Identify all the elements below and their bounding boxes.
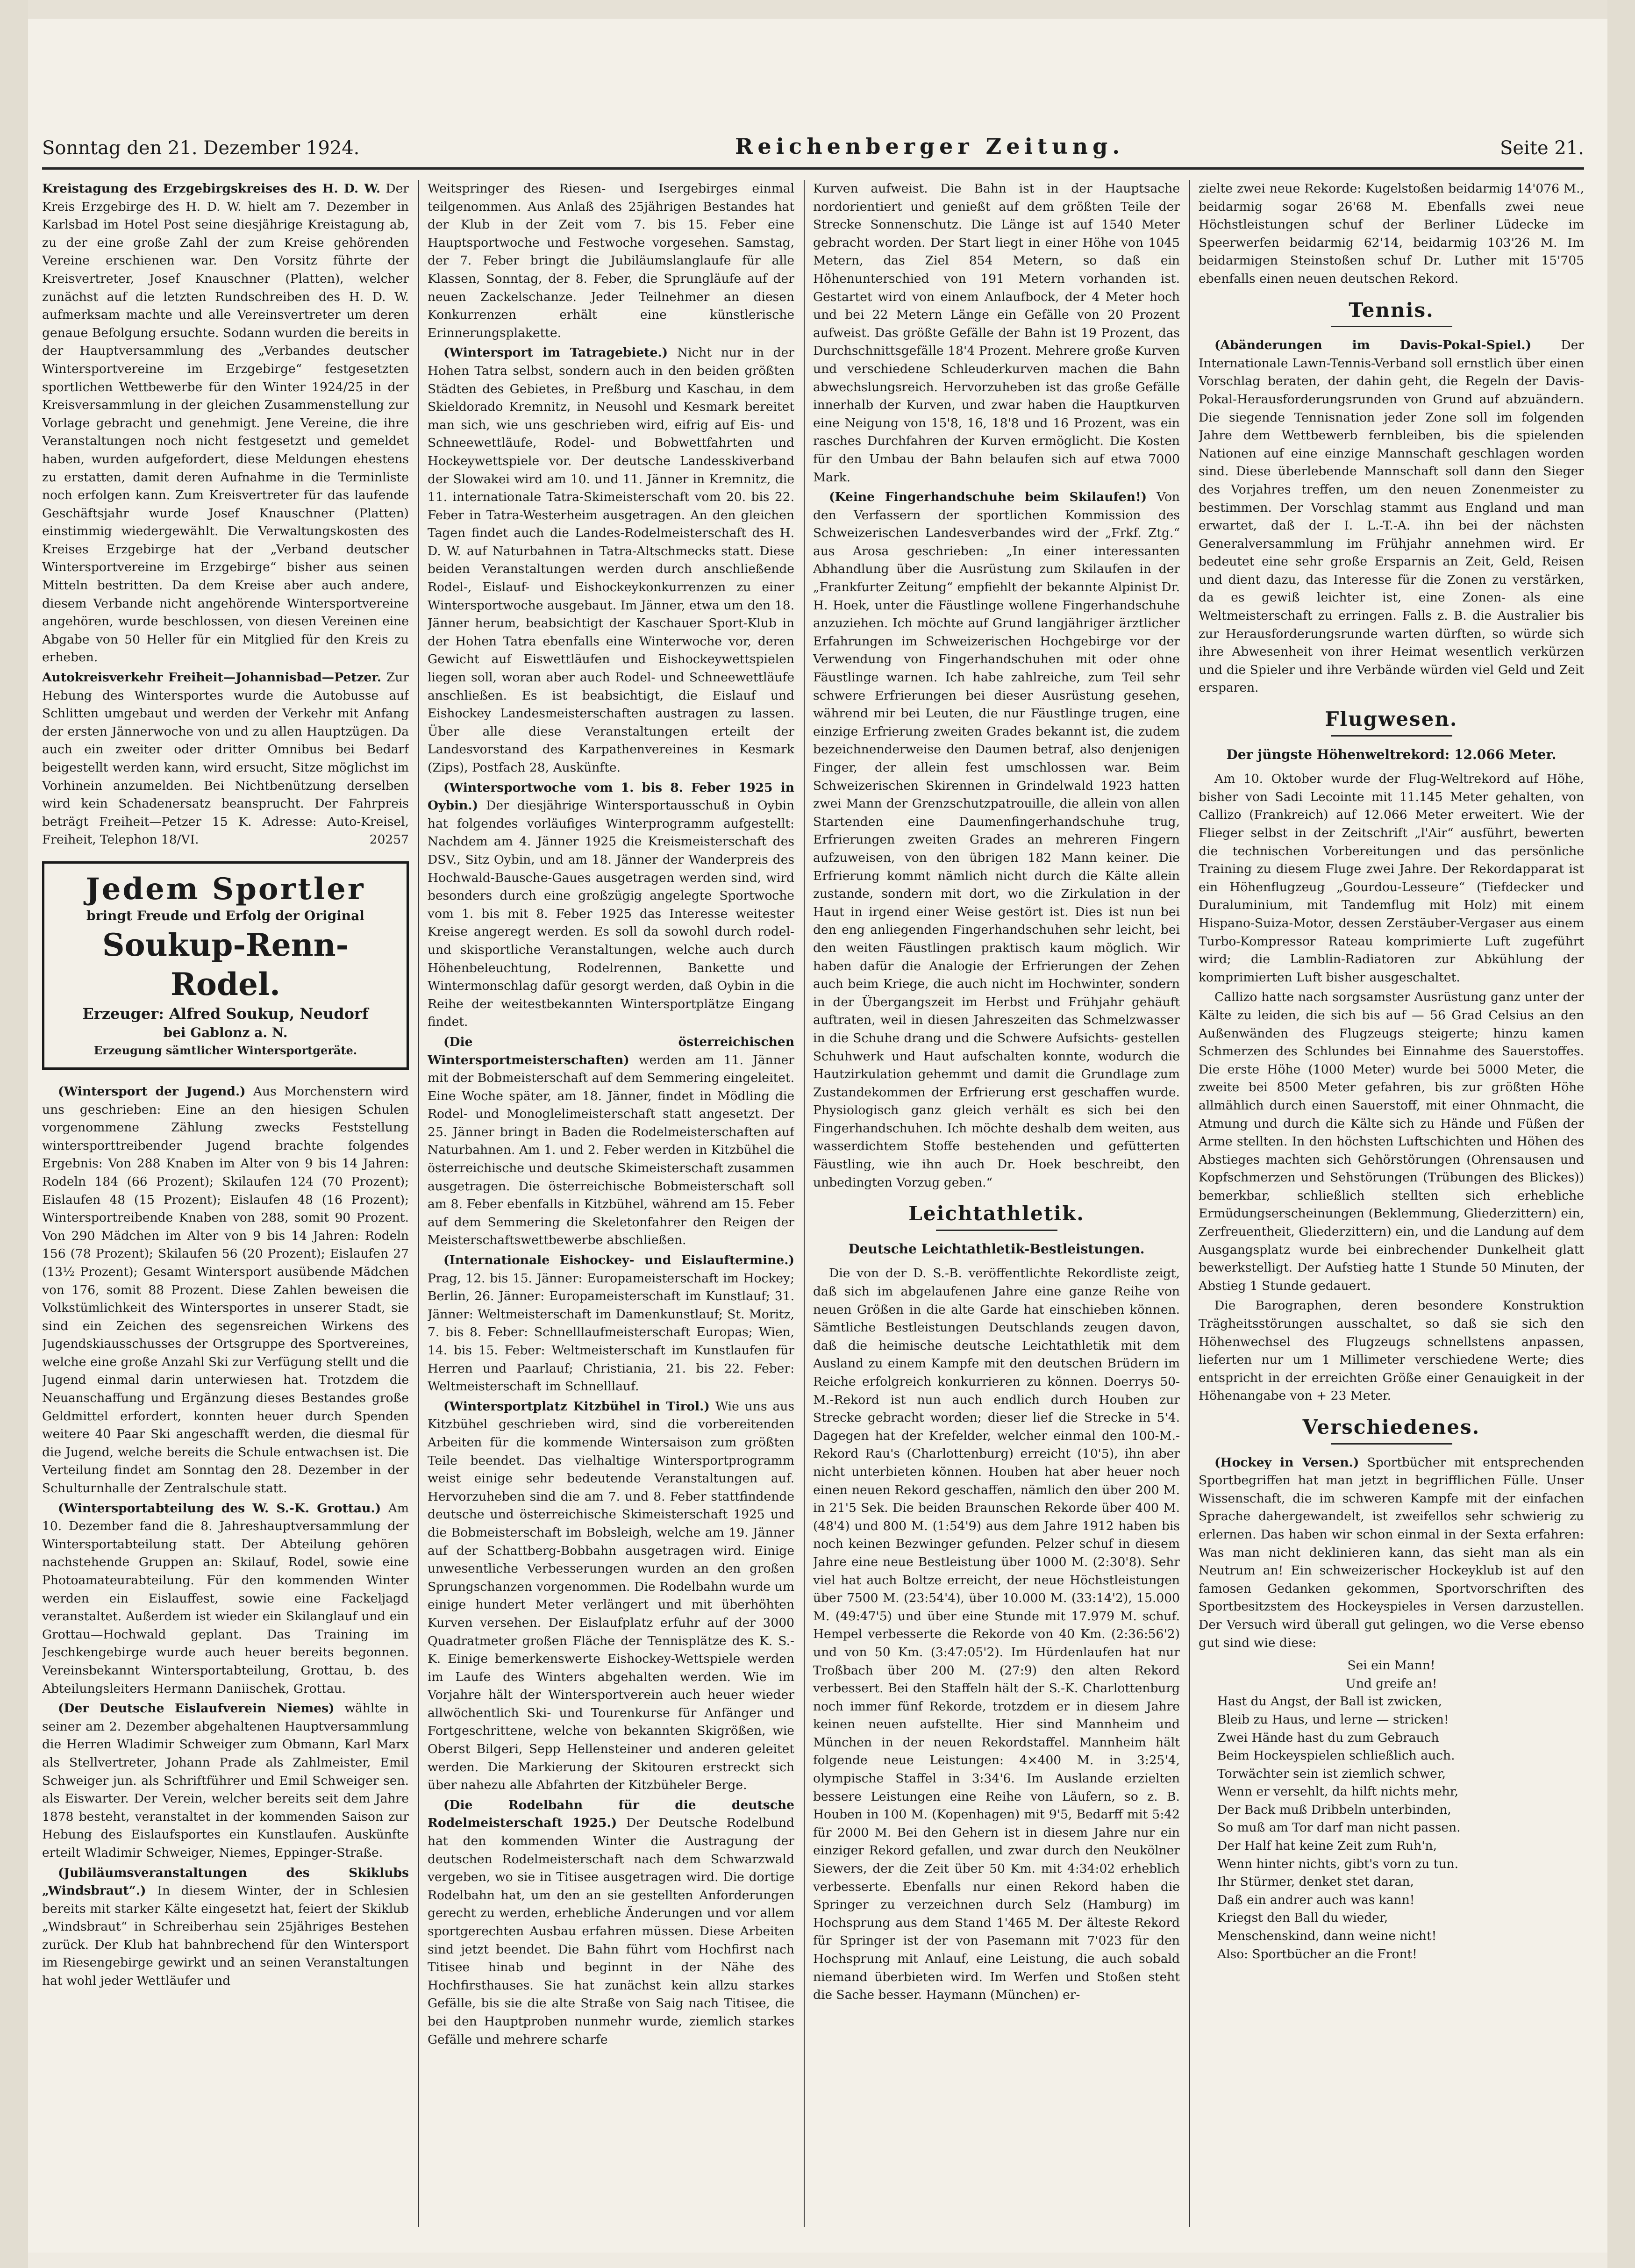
- article: [428, 1033, 794, 1250]
- article-body: Callizo hatte nach sorgsamster Ausrüstung ganz unter der Kälte zu leiden, die sich bis auf — 56 Grad Celsius an den Außenwänden des Flugzeugs steigerte; hinzu kamen Schmerzen des Schlundes bei Einnahme des Sauerstoffes. Die erste Höhe (1000 Meter) wurde bei 5000 Meter, die zweite bei 8500 Meter gefahren, bis zur größten Höhe allmählich durch einen Sauerstoff, mit einer Ohnmacht, die Atmung und durch die Kälte sich zu Hände und Füßen der Arme stellten. In den höchsten Luftschichten und Höhen des Abstieges machten sich Gehörstörungen (Ohrensausen und Kopfschmerzen und Sehstörungen (Trübungen des Blickes)) bemerkbar, schließlich stellten sich erhebliche Ermüdungserscheinungen (Beklemmung, Gliederzittern) ein, Zerfreuentheit, Gliederzittern) ein, und die Landung auf dem Ausgangsplatz wurde bei einbrechender Dunkelheit glatt bewerkstelligt. Der Aufstieg hatte 1 Stunde 50 Minuten, der Abstieg 1 Stunde gedauert.: [1199, 990, 1584, 1293]
- article: [1199, 1454, 1584, 1653]
- poem-line: Ihr Stürmer, denket stet daran,: [1217, 1874, 1414, 1889]
- article: [42, 1500, 409, 1698]
- poem-line: Hast du Angst, der Ball ist zwicken,: [1217, 1694, 1442, 1709]
- article: [1199, 336, 1584, 697]
- article-lead: (Jubiläumsveranstaltungen des Skiklubs „Windsbraut“.): [42, 1865, 409, 1898]
- article-lead: (Wintersport der Jugend.): [58, 1084, 246, 1099]
- article-body: Der diesjährige Wintersportausschuß in Oybin hat folgendes vorläufiges Winterprogramm aufgestellt: Nachdem am 4. Jänner 1925 die Kreismeisterschaft des DSV., Sitz Oybin, und am 18. Jänner der Wanderpreis des Hochwald-Bausche-Gaues ausgetragen werden sind, wird besonders durch eine großzügig angelegte Sportwoche vom 1. bis mit 8. Feber 1925 das Interesse weitester Kreise angeregt werden. Es soll da sowohl durch rodel- und skisportliche Veranstaltungen, welche auch durch Höhenbeleuchtung, Rodelrennen, Bankette und Wintermonschlag dafür gesorgt werden, daß Oybin in die Reihe der weitestbekannten Wintersportplätze Eingang findet.: [428, 798, 794, 1030]
- poem-line: Daß ein andrer auch was kann!: [1217, 1892, 1415, 1907]
- article-lead: (Wintersportabteilung des W. S.-K. Grottau.): [58, 1501, 381, 1516]
- page-header: [42, 126, 1584, 159]
- article-body: In diesem Winter, der in Schlesien bereits mit starker Kälte eingesetzt hat, feiert der Skiklub „Windsbraut“ in Schreiberhau sein 25jähriges Bestehen zurück. Der Klub hat bahnbrechend für den Wintersport im Riesengebirge gewirkt und an seinen Veranstaltungen hat wohl jeder Wettläufer und: [42, 1883, 409, 1989]
- subheading: Deutsche Leichtathletik-Bestleistungen.: [848, 1241, 1145, 1257]
- article-body: wählte in seiner am 2. Dezember abgehaltenen Hauptversammlung die Herren Wladimir Schweiger zum Obmann, Karl Marx als Stellvertreter, Johann Prade als Zahlmeister, Emil Schweiger jun. als Schriftführer und Emil Schweiger sen. als Eiswarter. Der Verein, welcher bereits seit dem Jahre 1878 besteht, veranstaltet in der kommenden Saison zur Hebung des Eislaufsportes ein Kunstlaufen. Auskünfte erteilt Wladimir Schweiger, Niemes, Eppinger-Straße.: [42, 1701, 409, 1860]
- ad-brand: Soukup-Renn-Rodel.: [102, 926, 349, 1002]
- article-lead: (Wintersportplatz Kitzbühel in Tirol.): [443, 1399, 710, 1414]
- header-date: Sonntag den 21. Dezember 1924.: [42, 137, 360, 159]
- article-body: zielte zwei neue Rekorde: Kugelstoßen beidarmig 14'076 M., beidarmig sogar 26'68 M. Ebenfalls zwei neue Höchstleistungen schuf der Berliner Lüdecke im Speerwerfen beidarmig 62'14, beidarmig 103'26 M. Im beidarmigen Steinstoßen schuf Dr. Luther mit 15'705 ebenfalls einen neuen deutschen Rekord.: [1199, 181, 1584, 286]
- ad-place: bei Gablonz a. N.: [163, 1024, 288, 1040]
- article-lead: Autokreisverkehr Freiheit—Johannisbad—Petzer.: [42, 670, 382, 685]
- poem-line: Der Back muß Dribbeln unterbinden,: [1217, 1802, 1451, 1817]
- article-body: Sportbücher mit entsprechenden Sportbegriffen hat man jetzt in begrifflichen Fülle. Unser Wissenschaft, die im schweren Kampfe mit der einfachen Sprache dahergewandelt, ist zweifellos sehr schwierig zu erlernen. Das haben wir schon einmal in der Sexta erfahren: Was man nicht deklinieren kann, das sieht man als ein Neutrum an! Ein schweizerischer Hockeyklub ist auf den famosen Gedanken gekommen, Sportvorschriften des Sportbesitzstem des Hockeyspieles in Versen darzustellen. Der Versuch wird überall gut gelingen, wo die Verse ebenso gut sind wie diese:: [1199, 1455, 1584, 1650]
- article-lead: (Die Rodelbahn für die deutsche Rodelmeisterschaft 1925.): [428, 1797, 794, 1831]
- article-body: Weitspringer des Riesen- und Isergebirges einmal teilgenommen. Aus Anlaß des 25jährigen Bestandes hat der Klub in der Zeit vom 7. bis 15. Feber eine Hauptsportwoche und Festwoche vorgesehen. Samstag, der 7. Feber bringt die Jubiläumslanglaufe für alle Klassen, Sonntag, der 8. Feber, die Sprungläufe auf der neuen Zackelschanze. Jeder Teilnehmer an diesen Konkurrenzen erhält eine künstlerische Erinnerungsplakette.: [428, 181, 794, 340]
- poem-line: So muß am Tor darf man nicht passen.: [1217, 1820, 1461, 1835]
- article-body: Die Barographen, deren besondere Konstruktion Trägheitsstörungen ausschaltet, so daß sie sich den Höhenwechsel des Flugzeugs schnellstens anpassen, lieferten nur um 1 Millimeter verschiedene Werte; dies entspricht in der erreichten Größe einer Genauigkeit in der Höhenangabe von + 23 Meter.: [1199, 1298, 1584, 1403]
- advertisement-soukup: [42, 861, 409, 1070]
- column-4: [1199, 180, 1584, 2227]
- column-rule: [1189, 180, 1190, 2227]
- poem-line: Also: Sportbücher an die Front!: [1217, 1946, 1417, 1961]
- section-heading-flugwesen: Flugwesen.: [1325, 708, 1458, 731]
- article-lead: (Internationale Eishockey- und Eislauftermine.): [443, 1253, 794, 1268]
- article-lead: (Keine Fingerhandschuhe beim Skilaufen!): [829, 490, 1147, 505]
- article: [428, 779, 794, 1031]
- article-lead: (Die österreichischen Wintersportmeisterschaften): [428, 1034, 794, 1067]
- scan-edge-right: [1607, 0, 1635, 2268]
- article-lead: (Der Deutsche Eislaufverein Niemes): [58, 1701, 335, 1716]
- article-body: Die von der D. S.-B. veröffentlichte Rekordliste zeigt, daß sich im abgelaufenen Jahre eine ganze Reihe von neuen Größen in die alte Garde hat einschieben können. Sämtliche Bestleistungen Deutschlands zeugen davon, daß die heimische deutsche Leichtathletik mit dem Ausland zu einem Kampfe mit den deutschen Brüdern im Reiche erfolgreich konkurrieren zu können. Doerrys 50-M.-Rekord ist nun auch endlich durch Houben zur Strecke gebracht worden; dieser lief die Strecke in 5'4. Dagegen hat der Krefelder, welcher einmal den 100-M.-Rekord Rau's (Charlottenburg) erreicht (10'5), ihn aber nicht unterbieten können. Houben hat aber heuer noch einen neuen Rekord geschaffen, nämlich den über 200 M. in 21'5 Sek. Die beiden Braunschen Rekorde über 400 M. (48'4) und 800 M. (1:54'9) aus dem Jahre 1912 haben bis noch keinen Bezwinger gefunden. Pelzer schuf in diesem Jahre eine neue Bestleistung über 1000 M. (2:30'8). Sehr viel hat auch Boltze erreicht, der neue Höchstleistungen über 7500 M. (23:54'4), über 10.000 M. (33:14'2), 15.000 M. (49:47'5) und über eine Stunde mit 17.979 M. schuf. Hempel verbesserte die Rekorde von 40 Km. (2:36:56'2) und von 50 Km. (3:47:05'2). Im Hürdenlaufen hat nur Troßbach über 200 M. (27:9) den alten Rekord verbessert. Bei den Staffeln hält der S.-K. Charlottenburg noch immer fünf Rekorde, trotzdem er in diesem Jahre keinen neuen aufstellte. Hier sind Mannheim und München in der neuen Rekordstaffel. Mannheim hält folgende neue Leistungen: 4×400 M. in 3:25'4, olympische Staffel in 3:34'6. Im Auslande erzielten bessere Leistungen eine Reihe von Läufern, so z. B. Houben in 100 M. (Kopenhagen) mit 9'5, Bedarff mit 5:42 für 2000 M. Bei den Gehern ist in diesem Jahre nur ein einziger Rekord gefallen, und zwar durch den Neukölner Siewers, der die Zeit über 50 Km. mit 4:34:02 erheblich verbesserte. Ebenfalls nur einen Rekord haben die Springer zu verzeichnen durch Selz (Hamburg) im Hochsprung aus dem Stand 1'465 M. Der älteste Rekord für Springer ist der von Pasemann mit 7'023 für den Hochsprung mit Anlauf, eine Leistung, die auch sobald niemand überbieten wird. Im Werfen und Stoßen steht die Sache besser. Haymann (München) er-: [813, 1266, 1180, 2003]
- article-body: werden am 11. Jänner mit der Bobmeisterschaft auf dem Semmering eingeleitet. Eine Woche später, am 18. Jänner, findet in Mödling die Rodel- und Monoglelimeisterschaft statt angesetzt. Der 25. Jänner bringt in Baden die Rodelmeisterschaften auf Naturbahnen. Am 1. und 2. Feber werden in Kitzbühel die österreichische und deutsche Skimeisterschaft zusammen ausgetragen. Die österreichische Bobmeisterschaft soll am 8. Feber ebenfalls in Kitzbühel, während am 15. Feber auf dem Semmering die Skeletonfahrer den Reigen der Meisterschaftswettbewerbe abschließen.: [428, 1052, 794, 1248]
- article-body: Am 10. Oktober wurde der Flug-Weltrekord auf Höhe, bisher von Sadi Lecointe mit 11.145 Meter gehalten, von Callizo (Frankreich) auf 12.066 Meter erweitert. Wie der Flieger selbst in der Zeitschrift „l'Air“ ausführt, bewerten die technischen Vorbereitungen und das persönliche Training zu diesem Fluge zwei Jahre. Der Rekordapparat ist ein Höhenflugzeug „Gourdou-Lesseure“ (Tiefdecker und Duraluminium, mit Tandemflug mit Holz) mit einem Hispano-Suiza-Motor, dessen Zerstäuber-Vergaser aus einem Turbo-Kompressor Rateau komprimierte Luft zugeführt wird; die Lamblin-Radiatoren zur Abkühlung der komprimierten Luft bisher ausgeschaltet.: [1199, 772, 1584, 985]
- poem-line: Menschenskind, dann weine nicht!: [1217, 1929, 1437, 1944]
- article-body: Aus Morchenstern wird uns geschrieben: Eine an den hiesigen Schulen vorgenommene Zählung zwecks Feststellung wintersporttreibender Jugend brachte folgendes Ergebnis: Von 288 Knaben im Alter von 9 bis 14 Jahren: Rodeln 184 (66 Prozent); Skilaufen 124 (70 Prozent); Eislaufen 48 (15 Prozent); Eislaufen 48 (16 Prozent); Wintersportreibende Knaben von 288, somit 90 Prozent. Von 290 Mädchen im Alter von 9 bis 14 Jahren: Rodeln 156 (78 Prozent); Skilaufen 56 (20 Prozent); Eislaufen 27 (13½ Prozent); Gesamt Wintersport ausübende Mädchen von 176, somit 88 Prozent. Diese Zahlen beweisen die Volkstümlichkeit des Wintersportes in unserer Stadt, sie sind ein Zeichen des segensreichen Wirkens des Jugendskiausschusses der Ortsgruppe des Sportvereines, welche eine große Anzahl Ski zur Verfügung stellt und die Jugend einmal darin unterwiesen hat. Trotzdem die Neuanschaffung und Ergänzung dieses Bestandes große Geldmittel erfordert, konnten heuer durch Spenden weitere 40 Paar Ski angeschafft werden, die diesmal für die Jugend, welche bereits die Schule entwachsen ist. Die Verteilung findet am Sonntag den 28. Dezember in der Schulturnhalle der Zentralschule statt.: [42, 1084, 409, 1496]
- article-lead: Kreistagung des Erzgebirgskreises des H. D. W.: [42, 181, 381, 196]
- poem-line: Beim Hockeyspielen schließlich auch.: [1217, 1748, 1455, 1763]
- masthead: Reichenberger Zeitung.: [735, 134, 1125, 159]
- poem-line: Der Half hat keine Zeit zum Ruh'n,: [1217, 1839, 1437, 1853]
- article-lead: (Wintersport im Tatragebiete.): [443, 345, 668, 360]
- article: [42, 1700, 409, 1862]
- poem-line: Kriegst den Ball du wieder,: [1217, 1910, 1388, 1925]
- column-rule: [804, 180, 805, 2227]
- article-body: Der Kreis Erzgebirge des H. D. W. hielt am 7. Dezember in Karlsbad im Hotel Post seine diesjährige Kreistagung ab, zu der eine große Zahl der zum Kreise gehörenden Vereine erschienen war. Den Vorsitz führte der Kreisvertreter, Josef Knauschner (Platten), welcher zunächst auf die letzten Rundschreiben des H. D. W. aufmerksam machte und alle Vereinsvertreter um deren genaue Befolgung ersuchte. Sodann wurden die bereits in der Hauptversammlung des „Verbandes deutscher Wintersportvereine im Erzgebirge“ festgesetzten sportlichen Wettbewerbe für den Winter 1924/25 in der Kreisversammlung in der gleichen Zusammenstellung zur Vorlage gebracht und genehmigt. Jene Vereine, die ihre Veranstaltungen noch nicht festgesetzt und gemeldet haben, wurden aufgefordert, diese Meldungen ehestens zu erstatten, damit deren Aufnahme in die Terminliste noch erfolgen kann. Zum Kreisvertreter für das laufende Geschäftsjahr wurde Josef Knauschner (Platten) einstimmig wiedergewählt. Die Verwaltungskosten des Kreises Erzgebirge hat der „Verband deutscher Wintersportvereine im Erzgebirge“ bisher aus seinen Mitteln bestritten. Da dem Kreise aber auch andere, diesem Verbande nicht angehörende Wintersportvereine angehören, wurde beschlossen, von diesen Vereinen eine Abgabe von 50 Heller für ein Mitglied für den Kreis zu erheben.: [42, 181, 409, 665]
- article-lead: (Hockey in Versen.): [1214, 1455, 1359, 1470]
- ad-small: Erzeugung sämtlicher Wintersportgeräte.: [93, 1043, 357, 1057]
- scan-edge-left: [0, 0, 28, 2268]
- ad-maker: Erzeuger: Alfred Soukup, Neudorf: [82, 1004, 369, 1023]
- article-body: Der Internationale Lawn-Tennis-Verband soll ernstlich über einen Vorschlag beraten, der dahin geht, die Regeln der Davis-Pokal-Herausforderungsrunden von Grund auf abzuändern. Die siegende Tennisnation jeder Zone soll im folgenden Jahre dem Wettbewerb fernbleiben, bis die spielenden Nationen auf eine einzige Mannschaft geschlagen worden sind. Diese überlebende Mannschaft soll dann den Sieger des Vorjahres treffen, um den neuen Zonenmeister zu bestimmen. Der Vorschlag stammt aus England und man erwartet, daß der I. L.-T.-A. ihn bei der nächsten Generalversammlung im Frühjahr annehmen wird. Er bedeutet eine sehr große Ersparnis an Zeit, Geld, Reisen und dient dazu, das Interesse für die Zonen zu verstärken, da es gewiß leichter ist, eine Zonen- als eine Weltmeisterschaft zu erringen. Falls z. B. die Australier bis zur Herausforderungsrunde warten dürften, so würde sich ihre Abwesenheit von ihrer Heimat wesentlich verkürzen und die Spieler und ihre Verbände würden viel Geld und Zeit ersparen.: [1199, 338, 1584, 695]
- article-body: Kurven aufweist. Die Bahn ist in der Hauptsache nordorientiert und genießt auf dem größten Teile der Strecke Sonnenschutz. Die Länge ist auf 1540 Meter gebracht worden. Der Start liegt in einer Höhe von 1045 Metern, das Ziel 854 Metern, so daß ein Höhenunterschied von 191 Metern vorhanden ist. Gestartet wird von einem Anlaufbock, der 4 Meter hoch und bei 22 Metern Länge ein Gefälle von 20 Prozent aufweist. Das größte Gefälle der Bahn ist 19 Prozent, das Durchschnittsgefälle 18'4 Prozent. Mehrere große Kurven und verschiedene Schleuderkurven machen die Bahn abwechslungsreich. Hervorzuheben ist das große Gefälle innerhalb der Kurven, und zwar haben die Hauptkurven eine Neigung von 15'8, 16, 18'8 und 16 Prozent, was ein rasches Durchfahren der Kurven ermöglicht. Die Kosten für den Umbau der Bahn belaufen sich auf etwa 7000 Mark.: [813, 181, 1180, 485]
- section-heading-verschiedenes: Verschiedenes.: [1302, 1416, 1480, 1438]
- header-rule: [42, 167, 1584, 170]
- section-rule: [1331, 735, 1452, 737]
- article-lead: (Wintersportwoche vom 1. bis 8. Feber 1925 in Oybin.): [428, 780, 794, 813]
- article: [428, 1796, 794, 2049]
- article: [813, 488, 1180, 1192]
- ad-code: 20257: [369, 832, 409, 847]
- poem-line: Torwächter sein ist ziemlich schwer,: [1217, 1766, 1446, 1781]
- article-body: Wie uns aus Kitzbühel geschrieben wird, sind die vorbereitenden Arbeiten für die kommende Wintersaison zum größten Teile beendet. Das vielhaltige Wintersportprogramm weist einige sehr bedeutende Veranstaltungen auf. Hervorzuheben sind die am 7. und 8. Feber stattfindende deutsche und österreichische Skimeisterschaft 1925 und die Bobmeisterschaft im Bobsleigh, welche am 19. Jänner auf der Schattberg-Bobbahn ausgetragen wird. Einige unwesentliche Verbesserungen wurden an den großen Sprungschanzen vorgenommen. Die Rodelbahn wurde um einige hundert Meter verlängert und mit überhöhten Kurven versehen. Der Eislaufplatz erfuhr auf der 3000 Quadratmeter großen Fläche der Tennisplätze des K. S.-K. Einige bemerkenswerte Eishockey-Wettspiele werden im Laufe des Winters abgehalten werden. Wie im Vorjahre hält der Wintersportverein auch heuer wieder allwöchentlich Ski- und Tourenkurse für Anfänger und Fortgeschrittene, welche von bekannten Skigrößen, wie Oberst Bilgeri, Sepp Hellensteiner und anderen geleitet werden. Die Markierung der Skitouren erstreckt sich über nahezu alle Abfahrten der Kitzbüheler Berge.: [428, 1399, 794, 1793]
- column-3: [813, 180, 1180, 2227]
- article: [42, 1864, 409, 1990]
- page-number: Seite 21.: [1500, 137, 1584, 159]
- poem-line: Sei ein Mann!: [1347, 1658, 1435, 1673]
- article: [42, 1083, 409, 1498]
- column-2: [428, 180, 794, 2227]
- article: [42, 180, 409, 667]
- article: [428, 1252, 794, 1396]
- subheading: Der jüngste Höhenweltrekord: 12.066 Meter.: [1226, 746, 1556, 762]
- article-body: Nicht nur in der Hohen Tatra selbst, sondern auch in den beiden größten Städten des Gebietes, in Preßburg und Kaschau, in dem Skieldorado Kremnitz, in Neusohl und Kesmark bereitet man sich, wie uns geschrieben wird, eifrig auf Eis- und Schneewettläufe, Rodel- und Bobwettfahrten und Hockeywettspiele vor. Der deutsche Landesskiverband der Slowakei wird am 10. und 11. Jänner in Kremnitz, die 11. internationale Tatra-Skimeisterschaft vom 20. bis 22. Feber in Tatra-Westerheim ausgetragen. An den gleichen Tagen findet auch die Landes-Rodelmeisterschaft des H. D. W. auf Naturbahnen in Tatra-Altschmecks statt. Diese beiden Veranstaltungen werden durch anschließende Rodel-, Eislauf- und Eishockeykonkurrenzen zu einer Wintersportwoche ausgebaut. Im Jänner, etwa um den 18. Jänner herum, beabsichtigt der Kaschauer Sport-Klub in der Hohen Tatra ebenfalls eine Winterwoche vor, deren Gewicht auf Eiswettläufen und Eishockeywettspielen liegen soll, woran aber auch Rodel- und Schneewettläufe anschließen. Es ist beabsichtigt, die Eislauf und Eishockey Landesmeisterschaften austragen zu lassen. Über alle diese Veranstaltungen erteilt der Landesvorstand des Karpathenvereines in Kesmark (Zips), Postfach 28, Auskünfte.: [428, 345, 794, 775]
- poem-line: Zwei Hände hast du zum Gebrauch: [1217, 1730, 1439, 1745]
- article-body: Am 10. Dezember fand die 8. Jahreshauptversammlung der Wintersportabteilung statt. Der Abteilung gehören nachstehende Gruppen an: Skilauf, Rodel, sowie eine Photoamateurabteilung. Für den kommenden Winter werden ein Eislauffest, sowie eine Fackeljagd veranstaltet. Außerdem ist wieder ein Skilanglauf und ein Grottau—Hochwald geplant. Das Training im Jeschkengebirge wurde auch heuer bereits begonnen. Vereinsbekannt Wintersportabteilung, Grottau, b. des Abteilungsleiters Hermann Daniischek, Grottau.: [42, 1501, 409, 1696]
- scan-edge-top: [0, 0, 1635, 19]
- section-rule: [1331, 326, 1452, 327]
- article-lead: (Abänderungen im Davis-Pokal-Spiel.): [1214, 338, 1532, 353]
- article-body: Prag, 12. bis 15. Jänner: Europameisterschaft im Hockey; Berlin, 26. Jänner: Europameisterschaft im Kunstlauf; 31. Jänner: Weltmeisterschaft im Damenkunstlauf; St. Moritz, 7. bis 8. Feber: Schnelllaufmeisterschaft Europas; Wien, 14. bis 15. Feber: Weltmeisterschaft im Kunstlaufen für Herren und Paarlauf; Christiania, 21. bis 22. Feber: Weltmeisterschaft im Schnelllauf.: [428, 1271, 794, 1394]
- section-rule: [936, 1230, 1057, 1231]
- section-heading-tennis: Tennis.: [1349, 298, 1434, 322]
- newspaper-page: [28, 19, 1607, 2253]
- ad-title: Jedem Sportler: [86, 871, 365, 907]
- poem: [1217, 1657, 1584, 1963]
- poem-line: Und greife an!: [1345, 1676, 1437, 1691]
- article-body: Von den Verfassern der sportlichen Kommission des Schweizerischen Landesverbandes wird der „Frkf. Ztg.“ aus Arosa geschrieben: „In einer interessanten Abhandlung über die Ausrüstung zum Skilaufen in der „Frankfurter Zeitung“ empfiehlt der bekannte Alpinist Dr. H. Hoek, unter die Fäustlinge wollene Fingerhandschuhe anzuziehen. Ich möchte auf Grund langjähriger ärztlicher Erfahrungen im Schweizerischen Hochgebirge vor der Verwendung von Fingerhandschuhen mit oder ohne Fäustlinge warnen. Ich habe zahlreiche, zum Teil sehr schwere Erfrierungen bei dieser Ausrüstung gesehen, während mir bei Leuten, die nur Fäustlinge trugen, eine einzige Erfrierung zweiten Grades bekannt ist, die zudem bezeichnenderweise den Daumen betraf, also denjenigen Finger, der allein fest umschlossen war. Beim Schweizerischen Skirennen in Grindelwald 1923 hatten zwei Mann der Grenzschutzpatrouille, die allein von allen Startenden eine Daumenfingerhandschuhe trug, Erfrierungen zweiten Grades an mehreren Fingern aufzuweisen, von den übrigen 182 Mann keiner. Die Erfrierung kommt nämlich nicht durch die Kälte allein zustande, sondern mit dort, wo die Zirkulation in der Haut in irgend einer Weise gestört ist. Dies ist nun bei den eng anliegenden Fingerhandschuhen sehr leicht, bei den weiten Fäustlingen praktisch kaum möglich. Wir haben dafür die Analogie der Erfrierungen der Zehen auch beim Kriege, die auch nicht im Hochwinter, sondern in der Übergangszeit im Herbst und Frühjahr gehäuft auftraten, weil in diesen Jahreszeiten das Schmelzwasser in die Schuhe drang und die Schwere Aufsichts- gestellen Schuhwerk und Haut aufschalten konnte, wodurch die Hautzirkulation gehemmt und damit die Grundlage zum Zustandekommen der Erfrierung erst geschaffen wurde. Physiologisch ganz gleich verhält es sich bei den Fingerhandschuhen. Ich möchte deshalb dem weiten, aus wasserdichtem Stoffe bestehenden und gefütterten Fäustling, wie ihn auch Dr. Hoek beschreibt, den unbedingten Vorzug geben.“: [813, 490, 1180, 1190]
- article: [428, 1398, 794, 1795]
- ad-line: bringt Freude und Erfolg der Original: [86, 908, 364, 923]
- section-rule: [1331, 1443, 1452, 1445]
- poem-line: Wenn er versehlt, da hilft nichts mehr,: [1217, 1784, 1458, 1799]
- column-1: [42, 180, 409, 2227]
- column-rule: [418, 180, 419, 2227]
- article: [428, 344, 794, 777]
- article-body: Zur Hebung des Wintersportes wurde die Autobusse auf Schlitten umgebaut und werden der Verkehr mit Anfang der ersten Jännerwoche von und zu allen Hauptzügen. Da auch ein zweiter oder dritter Omnibus bei Bedarf beigestellt werden kann, wird ersucht, Sitze möglichst im Vorhinein anzumelden. Bei Nichtbenützung derselben wird kein Schadenersatz beansprucht. Der Fahrpreis beträgt Freiheit—Petzer 15 K. Adresse: Auto-Kreisel, Freiheit, Telephon 18/VI.: [42, 670, 409, 847]
- section-heading-leichtathletik: Leichtathletik.: [908, 1202, 1085, 1225]
- poem-line: Bleib zu Haus, und lerne — stricken!: [1217, 1712, 1449, 1727]
- article-body: Der Deutsche Rodelbund hat den kommenden Winter die Austragung der deutschen Rodelmeisterschaft nach dem Schwarzwald vergeben, wo sie in Titisee ausgetragen wird. Die dortige Rodelbahn hat, um den an sie gestellten Anforderungen gerecht zu werden, erhebliche Änderungen und vor allem sportgerechten Ausbau erfahren müssen. Diese Arbeiten sind jetzt beendet. Die Bahn führt vom Hochfirst nach Titisee hinab und beginnt in der Nähe des Hochfirsthauses. Sie hat zunächst kein allzu starkes Gefälle, bis sie die alte Straße von Saig nach Titisee, die bei den Hauptproben nunmehr wurde, ziemlich starkes Gefälle und mehrere scharfe: [428, 1816, 794, 2047]
- article: [42, 669, 409, 849]
- poem-line: Wenn hinter nichts, gibt's vorn zu tun.: [1217, 1856, 1458, 1871]
